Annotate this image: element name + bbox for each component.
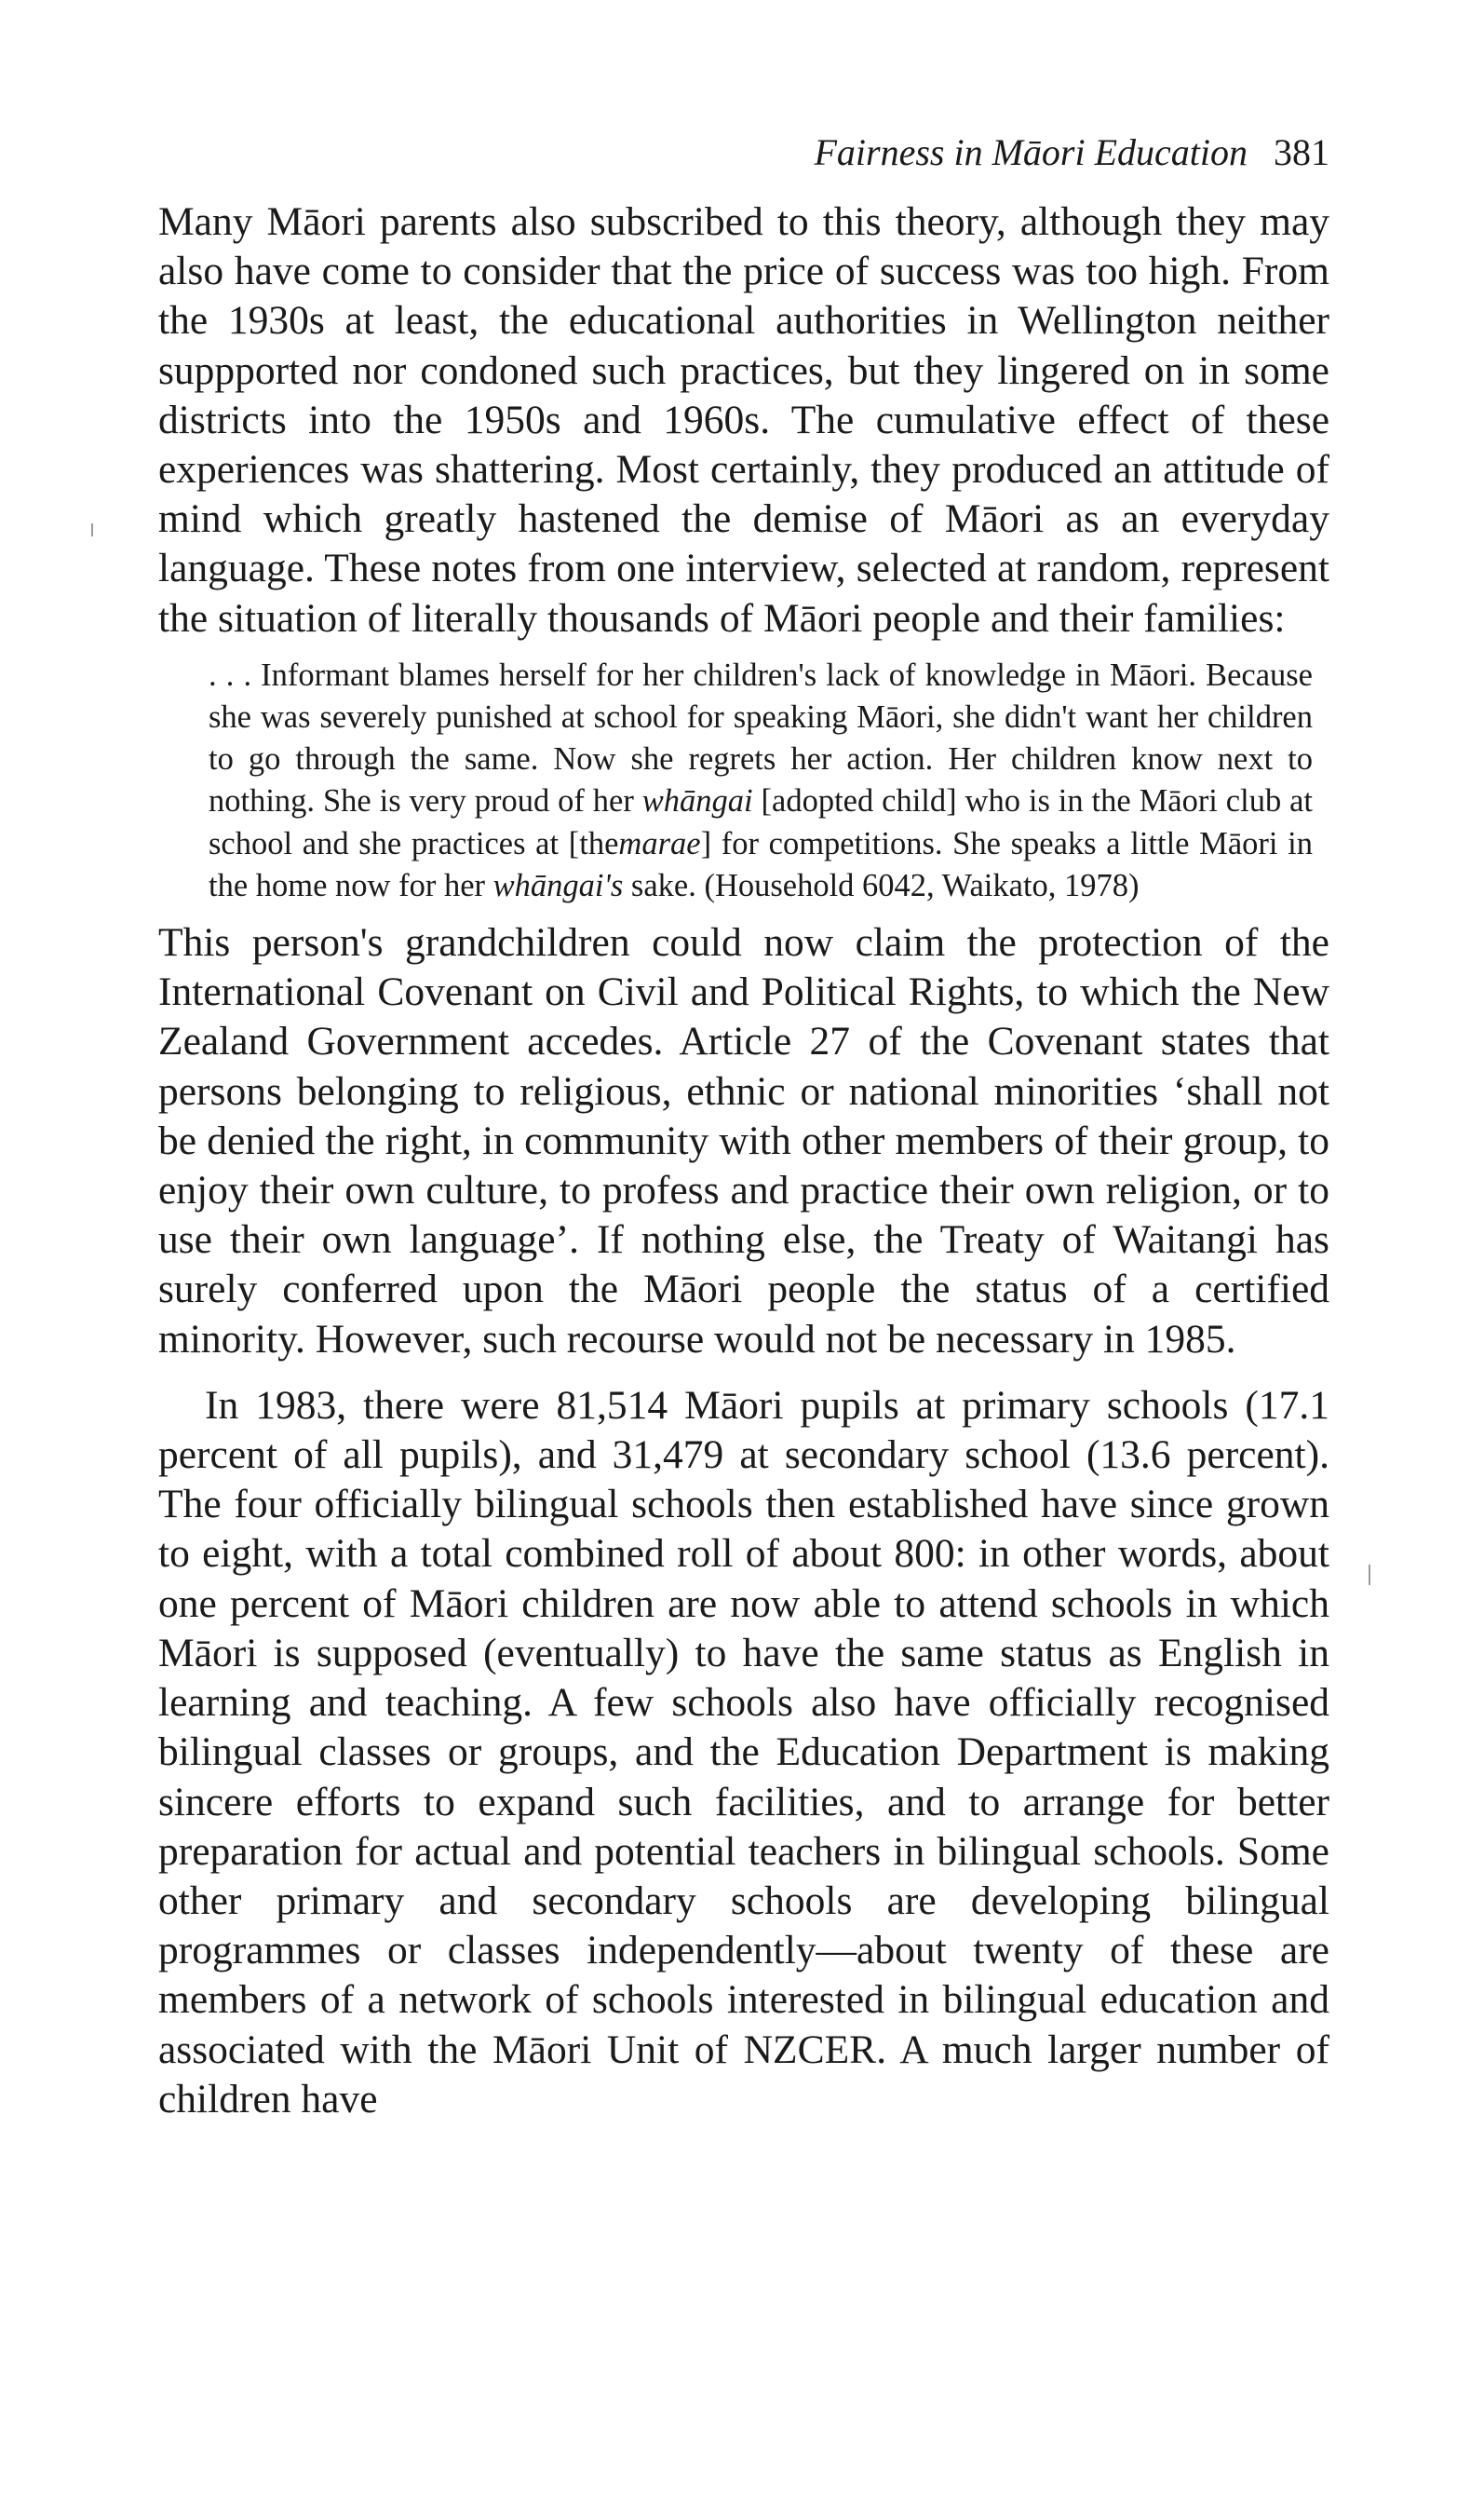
book-page — [158, 130, 1329, 2124]
paragraph-3: In 1983, there were 81,514 Māori pupils at primary schools (17.1 percent of all pupils), and 31,479 at secondary school (13.6 percent). The four officially bilingual schools then established have since grown to eight, with a total combined roll of about 800: in other words, about one percent of Māori children are now able to attend schools in which Māori is supposed (eventually) to have the same status as English in learning and teaching. A few schools also have officially recognised bilingual classes or groups, and the Education Department is making sincere efforts to expand such facilities, and to arrange for better preparation for actual and potential teachers in bilingual schools. Some other primary and secondary schools are developing bilingual programmes or classes independently—about twenty of these are members of a network of schools interested in bilingual education and associated with the Māori Unit of NZCER. A much larger number of children have — [158, 1382, 1329, 2122]
paragraph-2: This person's grandchildren could now claim the protection of the International Covenant on Civil and Political Rights, to which the New Zealand Government accedes. Article 27 of the Covenant states that persons belonging to religious, ethnic or national minorities ‘shall not be denied the right, in community with other members of their group, to enjoy their own culture, to profess and practice their own religion, or to use their own language’. If nothing else, the Treaty of Waitangi has surely conferred upon the Māori people the status of a certified minority. However, such recourse would not be necessary in 1985. — [158, 920, 1329, 1362]
quote-text-3: ] for competitions. She speaks a little Māori in the home now for her — [209, 825, 1314, 903]
margin-pencil-mark-left — [91, 523, 93, 536]
quote-text-2: [adopted child] who is in the Māori club at school and she practices at [the — [209, 783, 1314, 861]
page-number: 381 — [1274, 131, 1329, 173]
quote-text-1: . . . Informant blames herself for her children's lack of knowledge in Māori. Because she was severely punished at school for speaking Māori, she didn't want her children to go through the same. Now she regrets her action. Her children know next to nothing. She is very proud of her — [209, 657, 1313, 820]
running-head — [158, 130, 1329, 175]
margin-pencil-mark-right — [1369, 1565, 1370, 1585]
running-head-title: Fairness in Māori Education — [814, 131, 1248, 173]
quote-text-4: sake. (Household 6042, Waikato, 1978) — [630, 867, 1140, 903]
quote-term-whangais: whāngai's — [492, 867, 624, 903]
paragraph-1: Many Māori parents also subscribed to this theory, although they may also have come to consider that the price of success was too high. From the 1930s at least, the educational authorities in Wellington neither suppported nor condoned such practices, but they lingered on in some districts into the 1950s and 1960s. The cumulative effect of these experiences was shattering. Most certainly, they produced an attitude of mind which greatly hastened the demise of Māori as an everyday language. These notes from one interview, selected at random, represent the situation of literally thousands of Māori people and their families: — [158, 199, 1329, 641]
block-quote — [209, 655, 1313, 907]
quote-term-whangai: whāngai — [641, 783, 753, 820]
quote-term-marae: marae — [618, 825, 701, 861]
